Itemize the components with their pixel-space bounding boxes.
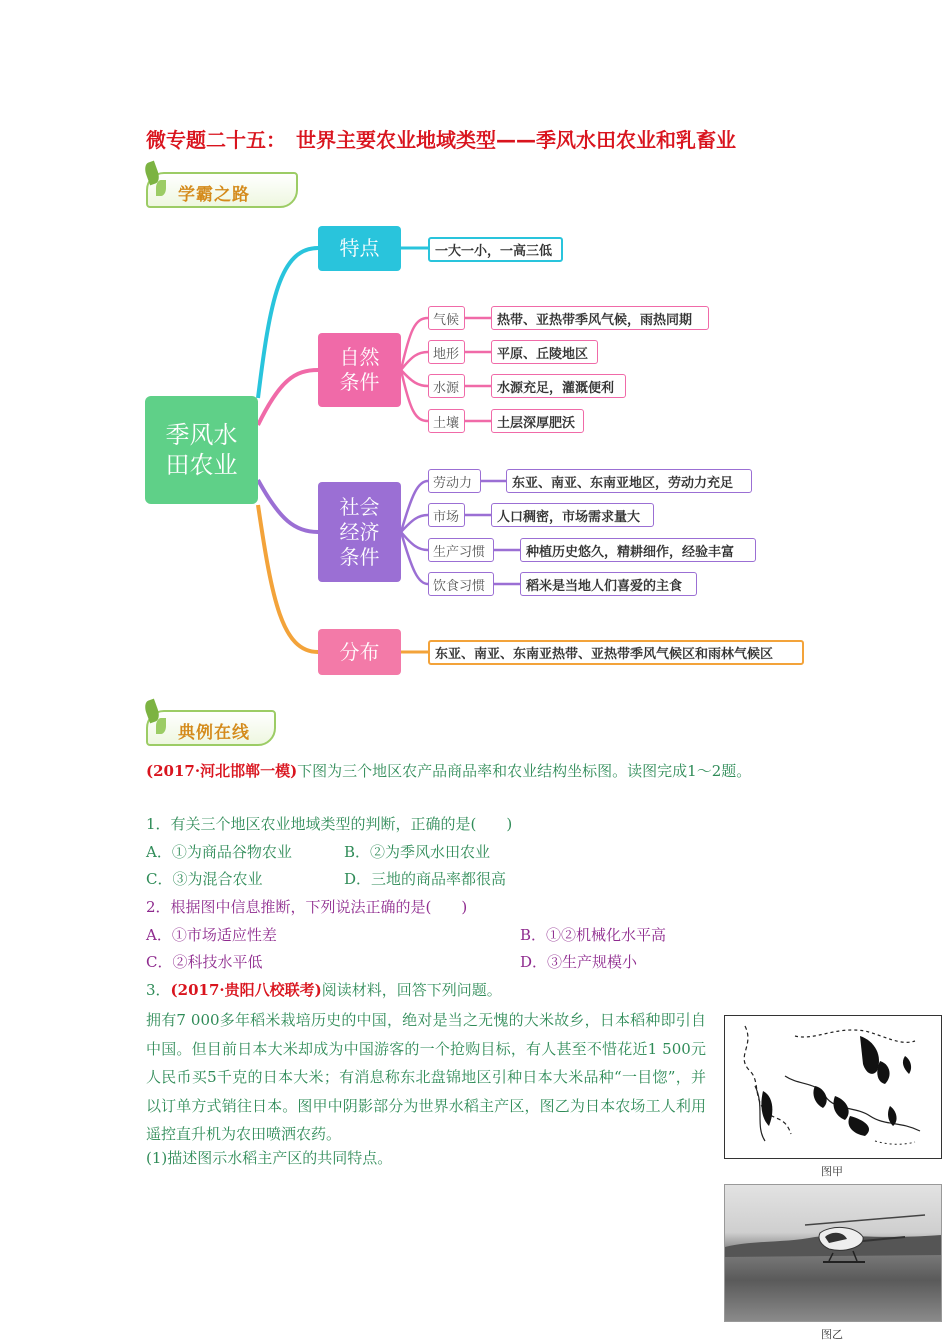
q3-sub1: (1)描述图示水稻主产区的共同特点。 <box>146 1149 393 1167</box>
section-banner-examples <box>146 710 276 746</box>
q3-header: 3．(2017·贵阳八校联考)阅读材料，回答下列问题。 <box>146 981 502 999</box>
natural-label-water: 水源 <box>428 374 465 398</box>
banner-text: 典例在线 <box>178 723 250 743</box>
mindmap-center-node: 季风水田农业 <box>145 396 258 504</box>
figure-jia-caption: 图甲 <box>821 1165 843 1178</box>
figure-jia-map <box>724 1015 942 1159</box>
q1-option-d: D．三地的商品率都很高 <box>344 870 507 888</box>
q3-material: 拥有7 000多年稻米栽培历史的中国，绝对是当之无愧的大米故乡，日本稻种即引自中国。但目前日本大米却成为中国游客的一个抢购目标，有人甚至不惜花近1 500元人民币买5千克的日本大米；有消息称东北盘锦地区引种日本大米品种“一目惚”，并以订单方式销往日本。图甲中阴影部分为世界水稻主产区，图乙为日本农场工人利用遥控直升机为农田喷洒农药。 <box>146 1011 706 1143</box>
natural-content-terrain: 平原、丘陵地区 <box>491 340 598 364</box>
q2-option-b: B．①②机械化水平高 <box>520 926 667 944</box>
q2-option-d: D．③生产规模小 <box>520 953 638 971</box>
node-features: 特点 <box>318 226 401 271</box>
intro-line: (2017·河北邯郸一模)下图为三个地区农产品商品率和农业结构坐标图。读图完成1～2题。 <box>146 762 752 780</box>
q2-option-c: C．②科技水平低 <box>146 953 263 971</box>
q1-stem: 1．有关三个地区农业地域类型的判断，正确的是( ) <box>146 815 513 833</box>
social-content-production-habits: 种植历史悠久，精耕细作，经验丰富 <box>520 538 756 562</box>
natural-label-soil: 土壤 <box>428 409 465 433</box>
page-title: 微专题二十五： 世界主要农业地域类型——季风水田农业和乳畜业 <box>146 128 736 152</box>
social-label-production-habits: 生产习惯 <box>428 538 494 562</box>
helicopter-graphic <box>725 1185 941 1321</box>
node-distribution: 分布 <box>318 629 401 675</box>
social-label-diet-habits: 饮食习惯 <box>428 572 494 596</box>
figure-yi-caption: 图乙 <box>821 1328 843 1341</box>
social-label-market: 市场 <box>428 503 465 527</box>
social-content-diet-habits: 稻米是当地人们喜爱的主食 <box>520 572 697 596</box>
natural-content-climate: 热带、亚热带季风气候，雨热同期 <box>491 306 709 330</box>
q1-option-c: C．③为混合农业 <box>146 870 263 888</box>
natural-label-climate: 气候 <box>428 306 465 330</box>
q2-stem: 2．根据图中信息推断，下列说法正确的是( ) <box>146 898 468 916</box>
leaf-icon <box>156 718 166 734</box>
natural-label-terrain: 地形 <box>428 340 465 364</box>
social-label-labor: 劳动力 <box>428 469 481 493</box>
features-content: 一大一小，一高三低 <box>428 237 563 262</box>
social-content-labor: 东亚、南亚、东南亚地区，劳动力充足 <box>506 469 752 493</box>
natural-content-soil: 土层深厚肥沃 <box>491 409 584 433</box>
natural-content-water: 水源充足，灌溉便利 <box>491 374 626 398</box>
social-content-market: 人口稠密，市场需求量大 <box>491 503 654 527</box>
distribution-content: 东亚、南亚、东南亚热带、亚热带季风气候区和雨林气候区 <box>428 640 804 665</box>
figure-yi-photo <box>724 1184 942 1322</box>
node-socioeconomic-conditions: 社会经济条件 <box>318 482 401 582</box>
q1-option-a: A．①为商品谷物农业 <box>146 843 292 861</box>
banner-text: 学霸之路 <box>178 185 250 205</box>
node-natural-conditions: 自然条件 <box>318 333 401 407</box>
q1-option-b: B．②为季风水田农业 <box>344 843 491 861</box>
asia-map-graphic <box>725 1016 940 1157</box>
q2-option-a: A．①市场适应性差 <box>146 926 277 944</box>
